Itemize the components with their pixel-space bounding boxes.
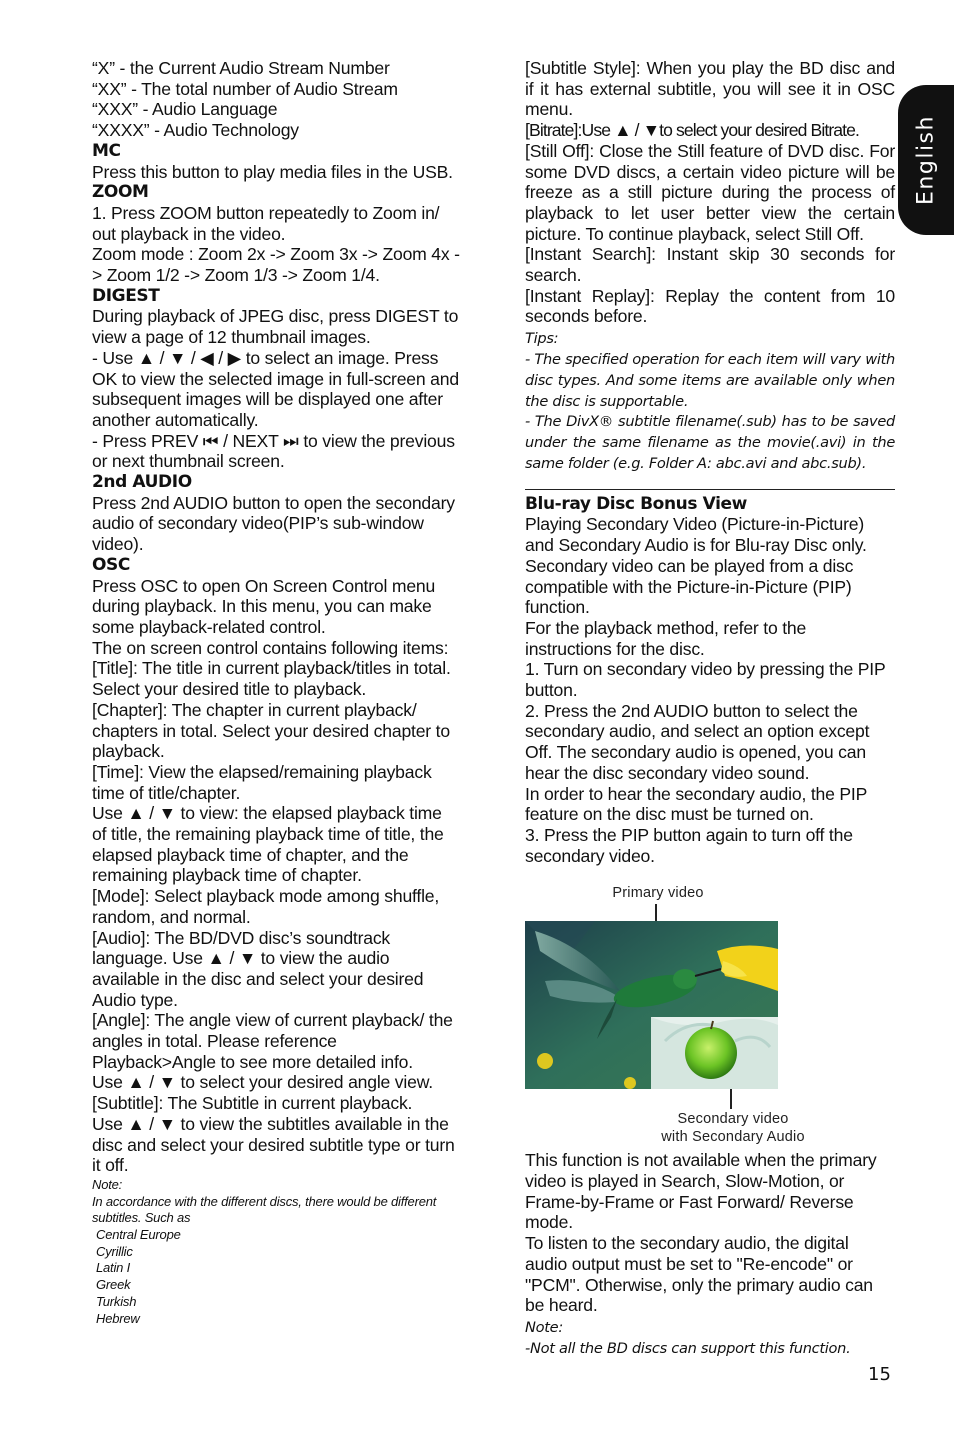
audio-line-3: “XXX” - Audio Language [92,99,278,120]
bonus-step-3: 3. Press the PIP button again to turn off the secondary video. [525,824,853,866]
language-tab-label: English [913,115,939,205]
osc-subtitle-use: Use ▲ / ▼ to view the subtitles available in the disc and select your desired subtitle type or turn it off. [92,1113,455,1176]
osc-time-use: Use ▲ / ▼ to view: the elapsed playback time of title, the remaining playback time of title, the elapsed playback time of chapter, and the remaining playback time of chapter. [92,803,444,886]
after-paragraph-1: This function is not available when the primary video is played in Search, Slow-Motion, or Frame-by-Frame or Fast Forward/ Reverse mode. [525,1150,877,1233]
left-note-label: Note: [92,1176,123,1192]
zoom-heading: ZOOM [92,182,149,203]
audio-line-2: “XX” - The total number of Audio Stream [92,78,398,99]
digest-text-3: - Press PREV ⏮ / NEXT ⏭ to view the previous or next thumbnail screen. [92,430,455,472]
bonus-step-2: 2. Press the 2nd AUDIO button to select the secondary audio, and select an option except Off. The secondary audio is opened, you can hear the disc secondary video sound. [525,700,870,783]
section-divider [525,489,895,490]
subtitle-style-item: [Subtitle Style]: When you play the BD disc and if it has external subtitle, you will see it in OSC menu. [525,58,895,120]
osc-title-item: [Title]: The title in current playback/titles in total. Select your desired title to playback. [92,658,451,700]
zoom-text-2: Zoom mode : Zoom 2x -> Zoom 3x -> Zoom 4x -> Zoom 1/2 -> Zoom 1/3 -> Zoom 1/4. [92,244,460,286]
osc-subtitle-item: [Subtitle]: The Subtitle in current playback. [92,1093,413,1114]
bitrate-item: [Bitrate]:Use ▲ / ▼to select your desired Bitrate. [525,120,860,141]
osc-text-2: The on screen control contains following items: [92,637,449,658]
osc-time-item: [Time]: View the elapsed/remaining playback time of title/chapter. [92,761,432,803]
digest-heading: DIGEST [92,285,160,306]
osc-mode-item: [Mode]: Select playback mode among shuffle, random, and normal. [92,886,440,927]
osc-chapter-item: [Chapter]: The chapter in current playback/ chapters in total. Select your desired chapter to playback. [92,699,450,762]
tip-2: - The DivX® subtitle filename(.sub) has to be saved under the same filename as the movie(.avi) in the same folder (e.g. Folder A: abc.avi and abc.sub). [525,413,895,472]
mc-text: Press this button to play media files in the USB. [92,161,453,182]
primary-leader-line [655,904,657,921]
instant-replay-item: [Instant Replay]: Replay the content from 10 seconds before. [525,285,895,327]
right-column [525,58,895,1360]
right-note-label: Note: [525,1319,563,1336]
second-audio-text: Press 2nd AUDIO button to open the secondary audio of secondary video(PIP’s sub-window video). [92,492,455,555]
osc-heading: OSC [92,554,130,575]
list-item: Hebrew [96,1310,140,1326]
after-paragraph-2: To listen to the secondary audio, the digital audio output must be set to "Re-encode" or "PCM". Otherwise, only the primary audio can be heard. [525,1233,873,1316]
list-item: Turkish [96,1293,137,1309]
bonus-step-1: 1. Turn on secondary video by pressing the PIP button. [525,659,886,701]
audio-line-4: “XXXX” - Audio Technology [92,120,299,141]
secondary-video-caption-2: with Secondary Audio [661,1129,805,1146]
page-number: 15 [868,1364,891,1385]
bonus-paragraph-2: For the playback method, refer to the instructions for the disc. [525,617,807,659]
list-item: Greek [96,1277,131,1293]
zoom-text-1: 1. Press ZOOM button repeatedly to Zoom in/ out playback in the video. [92,202,440,244]
digest-text-1: During playback of JPEG disc, press DIGEST to view a page of 12 thumbnail images. [92,306,459,348]
bonus-view-section [525,494,895,1360]
secondary-leader-line [730,1089,732,1109]
list-item: Central Europe [96,1226,181,1242]
pip-illustration [525,921,778,1089]
still-off-item: [Still Off]: Close the Still feature of DVD disc. For some DVD discs, a certain video picture will be freeze as a still picture during the process of playback to let user better view the certain picture. To continue playback, select Still Off. [525,140,895,244]
subtitle-list [92,1227,460,1328]
instant-search-item: [Instant Search]: Instant skip 30 seconds for search. [525,244,895,286]
hummingbird-image [525,921,778,1089]
osc-audio-item: [Audio]: The BD/DVD disc’s soundtrack language. Use ▲ / ▼ to view the audio available in the disc and select your desired Audio type. [92,927,424,1010]
second-audio-heading: 2nd AUDIO [92,472,192,493]
bonus-paragraph-3: In order to hear the secondary audio, the PIP feature on the disc must be turned on. [525,783,867,825]
list-item: Latin I [96,1260,131,1276]
list-item: Cyrillic [96,1243,133,1259]
bonus-view-heading: Blu-ray Disc Bonus View [525,493,747,514]
right-note-text: -Not all the BD discs can support this function. [525,1339,851,1357]
language-tab [898,85,954,235]
pip-figure [525,884,895,1146]
tips-label: Tips: [525,330,559,348]
osc-angle-use: Use ▲ / ▼ to select your desired angle view. [92,1072,433,1093]
osc-angle-item: [Angle]: The angle view of current playback/ the angles in total. Please reference Playback>Angle to see more detailed info. [92,1010,453,1072]
audio-line-1: “X” - the Current Audio Stream Number [92,58,390,78]
tip-1: - The specified operation for each item will vary with disc types. And some items are available only when the disc is supportable. [525,350,895,410]
digest-text-2: - Use ▲ / ▼ / ◀ / ▶ to select an image. Press OK to view the selected image in full-screen and subsequent images will be displayed one after another automatically. [92,347,459,430]
secondary-video-caption-1: Secondary video [677,1111,789,1128]
osc-text-1: Press OSC to open On Screen Control menu during playback. In this menu, you can make some playback-related control. [92,575,436,637]
bonus-paragraph-1: Playing Secondary Video (Picture-in-Picture) and Secondary Audio is for Blu-ray Disc only. Secondary video can be played from a disc compatible with the Picture-in-Picture (PIP) function. [525,514,867,618]
mc-heading: MC [92,140,121,161]
primary-video-caption: Primary video [612,885,704,902]
left-column [92,58,460,1328]
left-note-text: In accordance with the different discs, there would be different subtitles. Such as [92,1193,437,1226]
